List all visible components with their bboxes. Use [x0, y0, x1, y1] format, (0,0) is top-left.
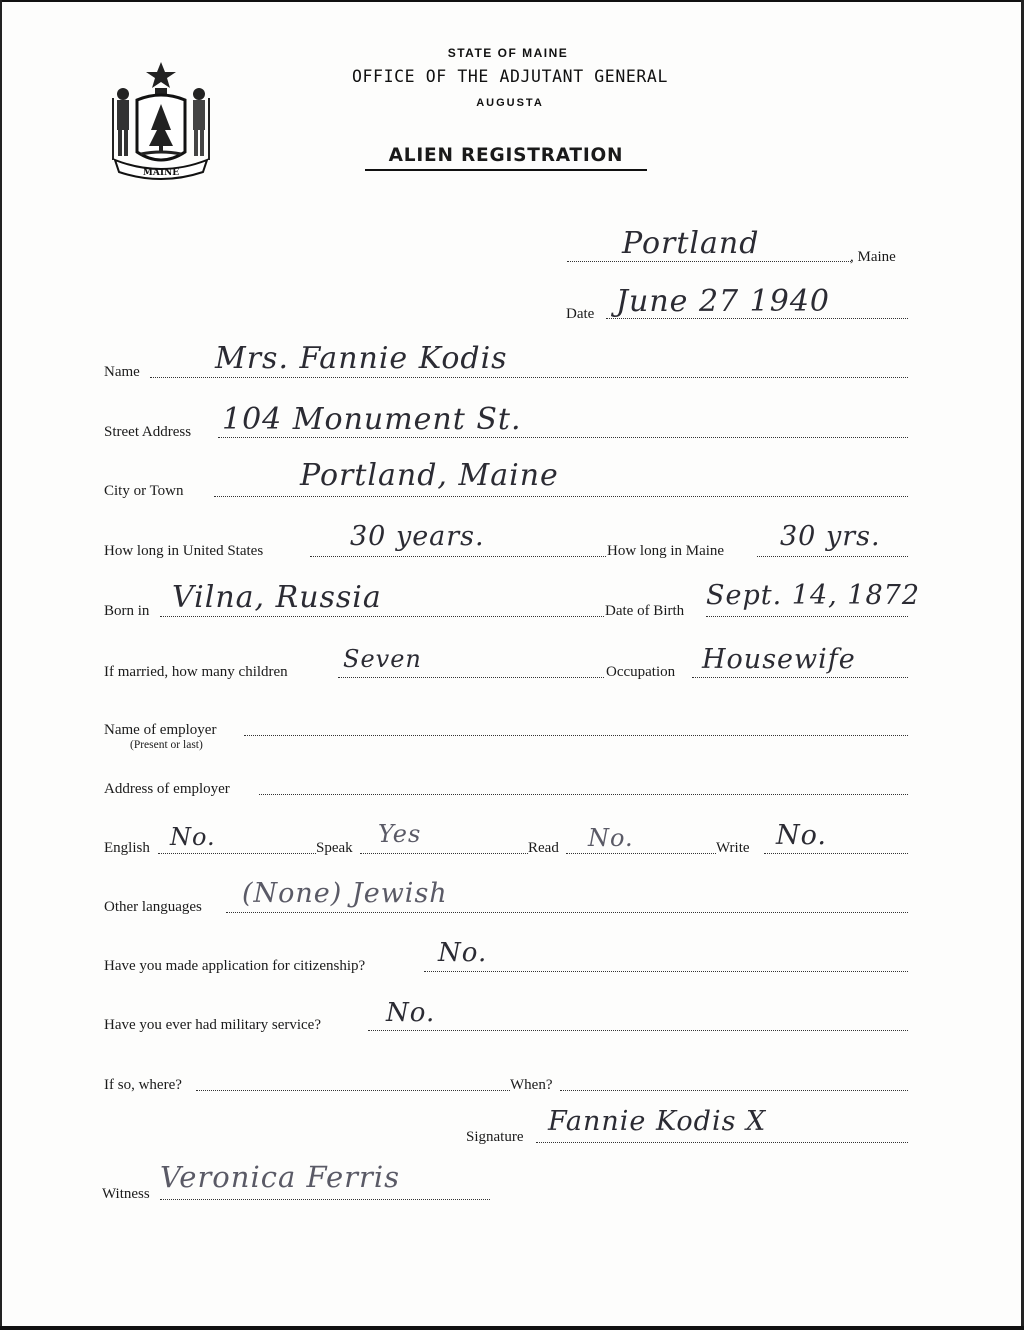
other-languages-value: (None) Jewish	[242, 878, 448, 909]
speak-value: Yes	[378, 820, 422, 848]
us-duration-label: How long in United States	[104, 543, 264, 559]
citizenship-line	[424, 971, 908, 972]
city-heading: AUGUSTA	[476, 97, 544, 109]
occupation-label: Occupation	[606, 664, 676, 680]
name-value: Mrs. Fannie Kodis	[215, 341, 508, 376]
employer-address-line	[259, 794, 908, 795]
witness-label: Witness	[102, 1186, 150, 1202]
maine-duration-line	[757, 556, 908, 557]
scan-border-bottom	[0, 1326, 1024, 1330]
street-value: 104 Monument St.	[222, 402, 522, 437]
city-line	[214, 496, 908, 497]
born-line	[160, 616, 604, 617]
scan-border-top	[0, 0, 1024, 2]
occupation-line	[692, 677, 908, 678]
military-value: No.	[386, 998, 436, 1028]
name-label: Name	[104, 364, 140, 380]
children-value: Seven	[343, 645, 422, 673]
dob-value: Sept. 14, 1872	[706, 580, 921, 611]
signature-line	[536, 1142, 908, 1143]
speak-label: Speak	[316, 840, 353, 856]
signature-label: Signature	[466, 1129, 524, 1145]
citizenship-label: Have you made application for citizenship?	[104, 958, 366, 974]
signature-value: Fannie Kodis X	[548, 1106, 767, 1137]
scan-border-left	[0, 0, 2, 1330]
dob-label: Date of Birth	[605, 603, 685, 619]
when-label: When?	[510, 1077, 553, 1093]
born-value: Vilna, Russia	[172, 580, 382, 615]
seal-text: MAINE	[142, 168, 180, 178]
other-languages-line	[226, 912, 908, 913]
date-label: Date	[566, 306, 595, 322]
city-label: City or Town	[104, 483, 184, 499]
employer-sublabel: (Present or last)	[130, 739, 203, 751]
place-line	[567, 261, 851, 262]
when-line	[560, 1090, 908, 1091]
employer-label: Name of employer	[104, 722, 217, 738]
where-label: If so, where?	[104, 1077, 182, 1093]
other-languages-label: Other languages	[104, 899, 202, 915]
dob-line	[706, 616, 908, 617]
maine-duration-value: 30 yrs.	[780, 521, 881, 552]
military-label: Have you ever had military service?	[104, 1017, 321, 1033]
occupation-value: Housewife	[702, 644, 856, 675]
office-heading: OFFICE OF THE ADJUTANT GENERAL	[351, 67, 668, 86]
street-label: Street Address	[104, 424, 192, 440]
military-line	[368, 1030, 908, 1031]
us-duration-line	[310, 556, 606, 557]
form-title: ALIEN REGISTRATION	[365, 145, 647, 171]
date-value: June 27 1940	[616, 284, 831, 319]
citizenship-value: No.	[438, 938, 488, 968]
place-value: Portland	[622, 226, 760, 261]
where-line	[196, 1090, 510, 1091]
place-label: , Maine	[850, 249, 896, 265]
speak-line	[360, 853, 528, 854]
english-line	[158, 853, 316, 854]
write-line	[764, 853, 908, 854]
employer-address-label: Address of employer	[104, 781, 230, 797]
write-value: No.	[776, 820, 827, 851]
employer-line	[244, 735, 908, 736]
witness-value: Veronica Ferris	[160, 1160, 401, 1194]
english-value: No.	[170, 823, 216, 851]
read-line	[566, 853, 716, 854]
name-line	[150, 377, 908, 378]
city-value: Portland, Maine	[300, 458, 559, 493]
children-label: If married, how many children	[104, 664, 288, 680]
us-duration-value: 30 years.	[350, 521, 485, 552]
street-line	[218, 437, 908, 438]
read-value: No.	[588, 824, 634, 852]
children-line	[338, 677, 604, 678]
write-label: Write	[716, 840, 750, 856]
read-label: Read	[528, 840, 559, 856]
born-label: Born in	[104, 603, 150, 619]
english-label: English	[104, 840, 150, 856]
witness-line	[160, 1199, 490, 1200]
state-heading: STATE OF MAINE	[447, 46, 569, 60]
maine-duration-label: How long in Maine	[607, 543, 725, 559]
